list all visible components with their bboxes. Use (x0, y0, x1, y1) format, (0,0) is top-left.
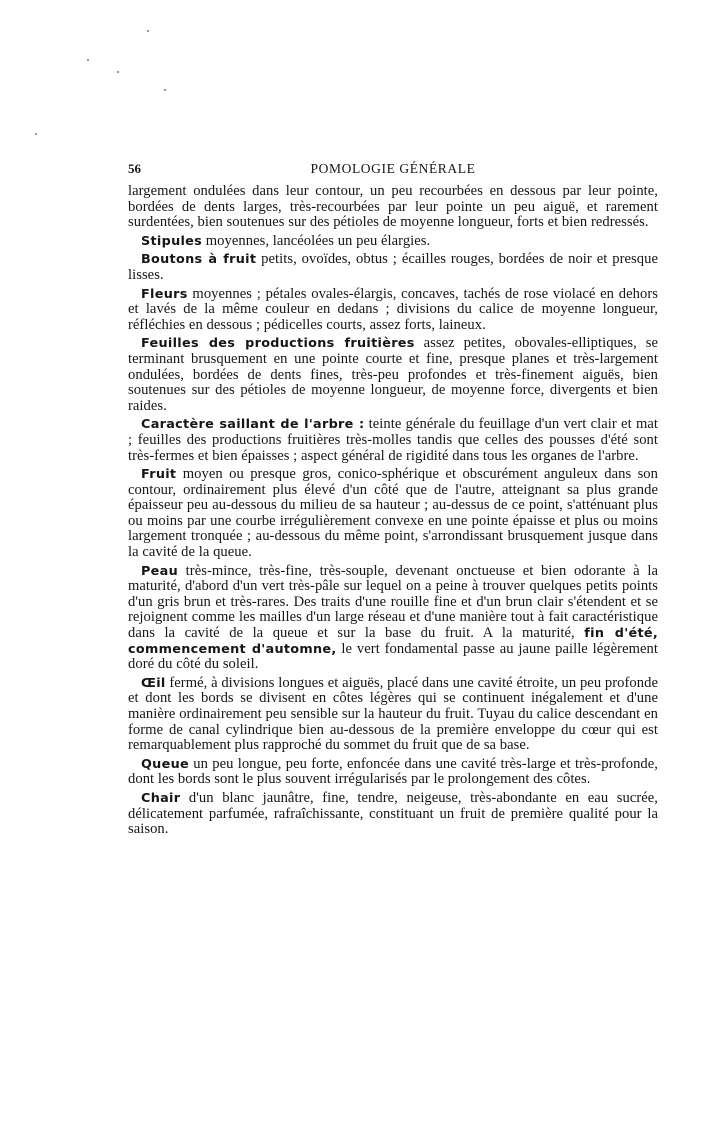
paragraph-text: petits, ovoïdes, obtus ; écailles rouges, bordées de noir et presque lisses. (128, 251, 658, 283)
paragraph-fruit (128, 467, 658, 561)
scan-speck (87, 59, 89, 61)
term-heading: Caractère saillant de l'arbre : (141, 417, 365, 433)
paragraph-text: largement ondulées dans leur contour, un peu recourbées en dessous par leur pointe, bordées de dents larges, très-recourbées par leur pointe un peu aiguë, et rarement surdentées, bien soutenues sur des pétioles de moyenne longueur, forts et bien redressés. (128, 183, 658, 231)
paragraph-text: moyen ou presque gros, conico-sphérique et obscurément anguleux dans son contour, ordinairement plus élevé d'un côté que de l'autre, atteignant sa plus grande épaisseur peu au-dessous du milieu de sa hauteur ; au-dessus de ce point, s'atténuant plus ou moins par une courbe irrégulièrement convexe en une pointe épaisse et plus ou moins largement tronquée ; au-dessous du même point, s'arrondissant brusquement jusque dans la cavité de la queue. (128, 466, 658, 561)
emphasized-season: fin d'été, commencement d'automne, (128, 626, 658, 657)
paragraph-oeil (128, 676, 658, 754)
paragraph-boutons (128, 252, 658, 283)
term-heading: Chair (141, 790, 181, 806)
paragraph-text: teinte générale du feuillage d'un vert clair et mat ; feuilles des productions fruitières très-molles tandis que celles des pousses d'été sont très-fermes et bien épaisses ; aspect général de rigidité dans tous les organes de l'arbre. (128, 416, 658, 464)
page-number: 56 (128, 161, 141, 176)
paragraph-stipules (128, 234, 658, 250)
running-title: POMOLOGIE GÉNÉRALE (310, 161, 476, 176)
paragraph-chair (128, 791, 658, 838)
paragraph-text: assez petites, obovales-elliptiques, se terminant brusquement en une pointe courte et fine, presque planes et très-largement ondulées, bordées de dents fines, très-peu profondes et très-finement aiguës, bien soutenues sur des pétioles de moyenne longueur, de moyenne force, divergents et bien raides. (128, 335, 658, 414)
paragraph-peau (128, 564, 658, 673)
paragraph-queue (128, 757, 658, 788)
paragraph-text: moyennes ; pétales ovales-élargis, concaves, tachés de rose violacé en dehors et lavés de la même couleur en dedans ; divisions du calice de moyenne longueur, réfléchies en dessous ; pédicelles courts, assez forts, laineux. (128, 285, 658, 333)
term-heading: Œil (141, 675, 166, 691)
paragraph-text: un peu longue, peu forte, enfoncée dans une cavité très-large et très-profonde, dont les bords sont le plus souvent irrégularisés par le prolongement des côtes. (128, 755, 658, 788)
term-heading: Fleurs (141, 286, 188, 302)
scan-speck (35, 133, 37, 135)
paragraph-continuation (128, 184, 658, 231)
term-heading: Queue (141, 756, 189, 772)
paragraph-text: fermé, à divisions longues et aiguës, placé dans une cavité étroite, un peu profonde et dont les bords se divisent en côtes légères qui se continuent inégalement et d'une manière ordinairement peu sensible sur la hauteur du fruit. Tuyau du calice descendant en forme de canal cylindrique bien au-dessous de la première enveloppe du cœur qui est remarquablement plus rapproché du sommet du fruit que de sa base. (128, 674, 658, 754)
body-text (128, 184, 658, 838)
paragraph-caractere (128, 417, 658, 464)
scan-speck (164, 89, 166, 91)
term-heading: Feuilles des productions fruitières (141, 336, 415, 352)
term-heading: Fruit (141, 467, 177, 483)
book-page (128, 158, 658, 838)
term-heading: Stipules (141, 233, 203, 249)
paragraph-feuilles (128, 336, 658, 414)
paragraph-text: d'un blanc jaunâtre, fine, tendre, neigeuse, très-abondante en eau sucrée, délicatement parfumée, rafraîchissante, constituant un fruit de première qualité pour la saison. (128, 789, 658, 838)
term-heading: Boutons à fruit (141, 252, 257, 268)
scan-speck (147, 30, 149, 32)
running-head (128, 158, 658, 180)
scan-speck (117, 71, 119, 73)
term-heading: Peau (141, 563, 179, 579)
paragraph-text-after: le vert fondamental passe au jaune paille légèrement doré du côté du soleil. (128, 640, 658, 673)
paragraph-text: très-mince, très-fine, très-souple, devenant onctueuse et bien odorante à la maturité, d'abord d'un vert très-pâle sur lequel on a peine à trouver quelques petits points d'un gris brun et très-rares. Des traits d'une rouille fine et d'un brun clair s'étendent et se rejoignent comme les mailles d'un large réseau et d'une manière tout à fait caractéristique dans la cavité de la queue et sur la base du fruit. A la maturité, (128, 562, 658, 642)
paragraph-fleurs (128, 287, 658, 334)
paragraph-text: moyennes, lancéolées un peu élargies. (202, 232, 431, 249)
